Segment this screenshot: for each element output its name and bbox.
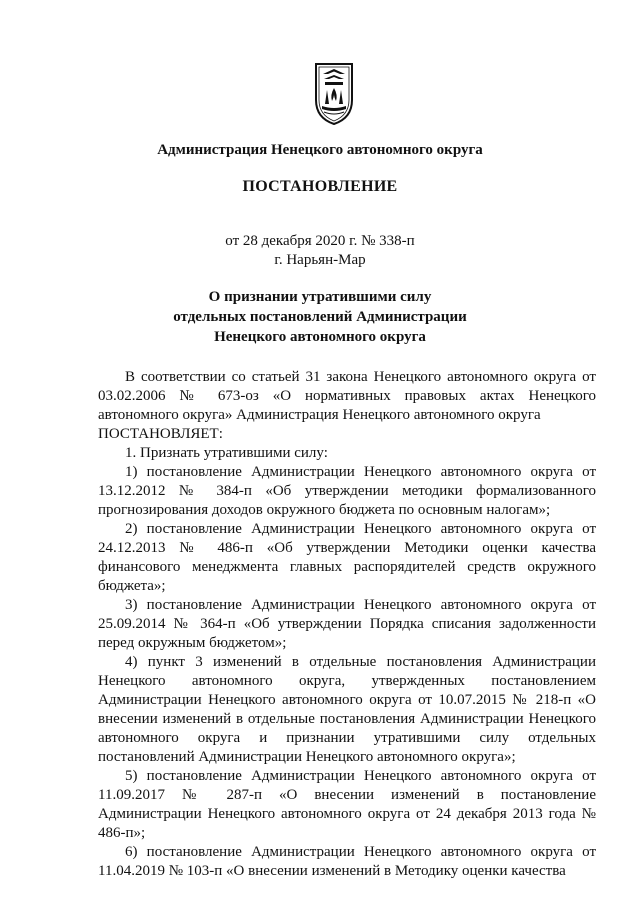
subitem-2: 2) постановление Администрации Ненецкого автономного округа от 24.12.2013 № 486-п «Об утверждении Методики оценки качества финансового менеджмента главных распорядителей средств окружного бюджета»;	[98, 521, 596, 594]
subitem-3: 3) постановление Администрации Ненецкого автономного округа от 25.09.2014 № 364-п «Об утверждении Порядка списания задолженности перед окружным бюджетом»;	[98, 597, 596, 651]
subitem-1: 1) постановление Администрации Ненецкого автономного округа от 13.12.2012 № 384-п «Об утверждении методики формализованного прогнозирования доходов окружного бюджета по основным налогам»;	[98, 464, 596, 518]
document-body	[98, 368, 596, 881]
subitem-6: 6) постановление Администрации Ненецкого автономного округа от 11.04.2019 № 103-п «О внесении изменений в Методику оценки качества	[98, 844, 596, 879]
document-type: ПОСТАНОВЛЕНИЕ	[242, 178, 398, 195]
subject-line: отдельных постановлений Администрации	[173, 309, 467, 325]
document-city: г. Нарьян-Мар	[274, 252, 366, 268]
preamble-paragraph: В соответствии со статьей 31 закона Ненецкого автономного округа от 03.02.2006 № 673-оз «О нормативных правовых актах Ненецкого автономного округа» Администрация Ненецкого автономного округа	[98, 369, 596, 423]
subitem-4: 4) пункт 3 изменений в отдельные постановления Администрации Ненецкого автономного округа, утвержденных постановлением Администрации Ненецкого автономного округа от 10.07.2015 № 218-п «О внесении изменений в отдельные постановления Администрации Ненецкого автономного округа и признании утратившими силу отдельных постановлений Администрации Ненецкого автономного округа»;	[98, 654, 596, 765]
document-date-number: от 28 декабря 2020 г. № 338-п	[225, 233, 415, 249]
subject-line: Ненецкого автономного округа	[214, 329, 426, 345]
coat-of-arms-icon	[313, 60, 355, 126]
organization-name: Администрация Ненецкого автономного округа	[157, 142, 483, 158]
subject-line: О признании утратившими силу	[208, 289, 432, 305]
subitem-5: 5) постановление Администрации Ненецкого автономного округа от 11.09.2017 № 287-п «О внесении изменений в постановление Администрации Ненецкого автономного округа от 24 декабря 2013 года № 486-п»;	[98, 768, 596, 841]
decree-word: ПОСТАНОВЛЯЕТ:	[98, 426, 223, 442]
item-1: 1. Признать утратившими силу:	[125, 445, 328, 461]
document-subject	[0, 287, 640, 347]
